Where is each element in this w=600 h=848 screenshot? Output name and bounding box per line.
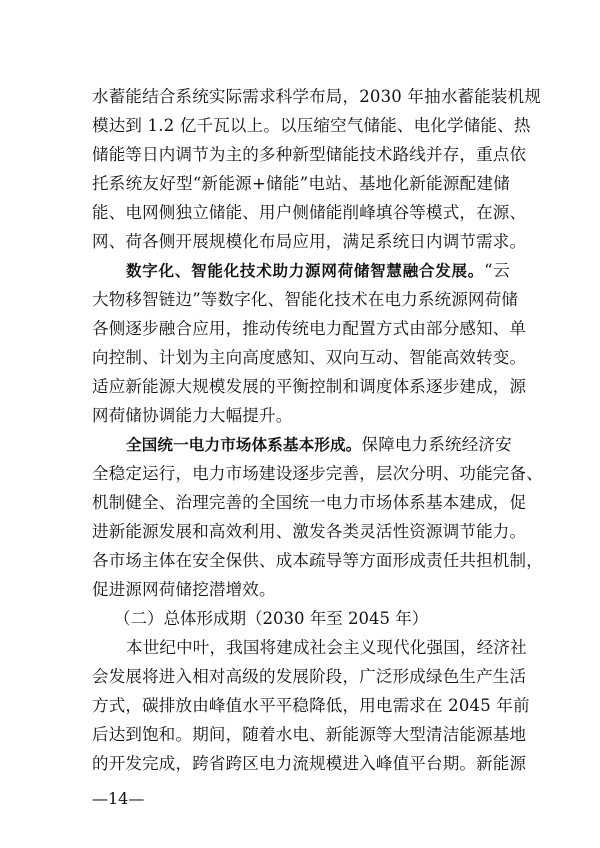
paragraph-3-line-5: 各市场主体在安全保供、成本疏导等方面形成责任共担机制，: [92, 551, 543, 570]
paragraph-2-line-4: 向控制、计划为主向高度感知、双向互动、智能高效转变。: [92, 348, 527, 367]
paragraph-4-line-3: 方式，碳排放由峰值水平平稳降低，用电需求在 2045 年前: [92, 696, 530, 715]
paragraph-1-line-1: 水蓄能结合系统实际需求科学布局，2030 年抽水蓄能装机规: [92, 87, 542, 106]
paragraph-4-line-1: 本世纪中叶，我国将建成社会主义现代化强国，经济社: [126, 638, 527, 657]
paragraph-1-line-3: 储能等日内调节为主的多种新型储能技术路线并存，重点依: [92, 145, 527, 164]
paragraph-4-line-5: 的开发完成，跨省跨区电力流规模进入峰值平台期。新能源: [92, 754, 527, 773]
paragraph-3-line-4: 进新能源发展和高效利用、激发各类灵活性资源调节能力。: [92, 522, 527, 541]
paragraph-1-line-6: 网、荷各侧开展规模化布局应用，满足系统日内调节需求。: [92, 232, 527, 251]
paragraph-3-line-3: 机制健全、治理完善的全国统一电力市场体系基本建成，促: [92, 493, 527, 512]
paragraph-1-line-4: 托系统友好型“新能源+储能”电站、基地化新能源配建储: [92, 174, 510, 193]
paragraph-2-line-3: 各侧逐步融合应用，推动传统电力配置方式由部分感知、单: [92, 319, 527, 338]
paragraph-2-line-6: 网荷储协调能力大幅提升。: [92, 406, 293, 425]
paragraph-2-line-2: 大物移智链边”等数字化、智能化技术在电力系统源网荷储: [92, 290, 519, 309]
paragraph-4-line-2: 会发展将进入相对高级的发展阶段，广泛形成绿色生产生活: [92, 667, 527, 686]
paragraph-2-first-line-rest: “云: [484, 261, 510, 280]
paragraph-3-first-line-rest: 保障电力系统经济安: [361, 435, 512, 454]
paragraph-1-line-2: 模达到 1.2 亿千瓦以上。以压缩空气储能、电化学储能、热: [92, 116, 531, 135]
paragraph-4-line-4: 后达到饱和。期间，随着水电、新能源等大型清洁能源基地: [92, 725, 527, 744]
paragraph-1-line-5: 能、电网侧独立储能、用户侧储能削峰填谷等模式，在源、: [92, 203, 527, 222]
paragraph-3-line-6: 促进源网荷储挖潜增效。: [92, 580, 276, 599]
paragraph-2-line-1: [126, 261, 510, 281]
paragraph-3-line-1: [126, 435, 510, 455]
section-heading: （二）总体形成期（2030 年至 2045 年）: [114, 609, 429, 628]
page-number: —14—: [92, 789, 145, 808]
paragraph-2-line-5: 适应新能源大规模发展的平衡控制和调度体系逐步建成，源: [92, 377, 527, 396]
paragraph-3-bold-lead: 全国统一电力市场体系基本形成。: [126, 436, 362, 454]
paragraph-3-line-2: 全稳定运行，电力市场建设逐步完善，层次分明、功能完备、: [92, 464, 543, 483]
paragraph-2-bold-lead: 数字化、智能化技术助力源网荷储智慧融合发展。: [126, 262, 485, 280]
